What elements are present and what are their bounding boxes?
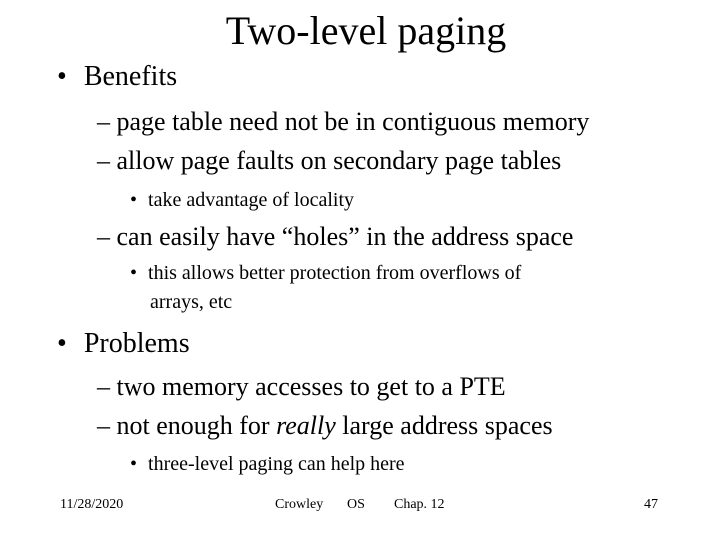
problem-item-2-text-before: not enough for — [116, 411, 277, 440]
benefit-item-2 — [97, 145, 561, 177]
bullet-benefits — [57, 60, 177, 94]
bullet-dot: • — [130, 262, 138, 284]
benefits-heading: Benefits — [83, 61, 178, 92]
footer-chapter: Chap. 12 — [394, 497, 445, 512]
footer-author: Crowley — [275, 497, 324, 512]
problem-item-1 — [97, 371, 506, 403]
dash: – — [97, 372, 110, 401]
benefit-subitem-protection-cont — [150, 288, 232, 316]
bullet-dot: • — [57, 328, 67, 359]
footer-subject: OS — [347, 497, 365, 512]
dash: – — [97, 146, 110, 175]
benefit-item-1-text: page table need not be in contiguous memory — [116, 107, 590, 136]
problem-item-2 — [97, 410, 553, 442]
problem-item-2-emphasis: really — [276, 411, 336, 440]
bullet-dot: • — [57, 61, 67, 92]
benefit-subitem-protection — [130, 259, 521, 287]
problem-subitem-three-level — [130, 450, 405, 478]
dash: – — [97, 411, 110, 440]
benefit-item-1 — [97, 106, 589, 138]
benefit-subitem-locality — [130, 186, 354, 214]
footer-page-number: 47 — [644, 497, 658, 512]
dash: – — [97, 107, 110, 136]
bullet-problems — [57, 327, 190, 361]
benefit-item-2-text: allow page faults on secondary page tables — [116, 146, 562, 175]
dash: – — [97, 222, 110, 251]
bullet-dot: • — [130, 453, 138, 475]
subitem-text-line1: this allows better protection from overflows of — [148, 262, 522, 284]
subitem-text: three-level paging can help here — [148, 453, 405, 475]
slide-title: Two-level paging — [225, 8, 507, 53]
bullet-dot: • — [130, 189, 138, 211]
problem-item-1-text: two memory accesses to get to a PTE — [116, 372, 506, 401]
benefit-item-3-text: can easily have “holes” in the address space — [116, 222, 574, 251]
benefit-item-3 — [97, 221, 573, 253]
problem-item-2-text-after: large address spaces — [335, 411, 553, 440]
subitem-text-line2: arrays, etc — [150, 291, 233, 313]
footer-date: 11/28/2020 — [60, 497, 124, 512]
subitem-text: take advantage of locality — [148, 189, 355, 211]
problems-heading: Problems — [83, 328, 190, 359]
